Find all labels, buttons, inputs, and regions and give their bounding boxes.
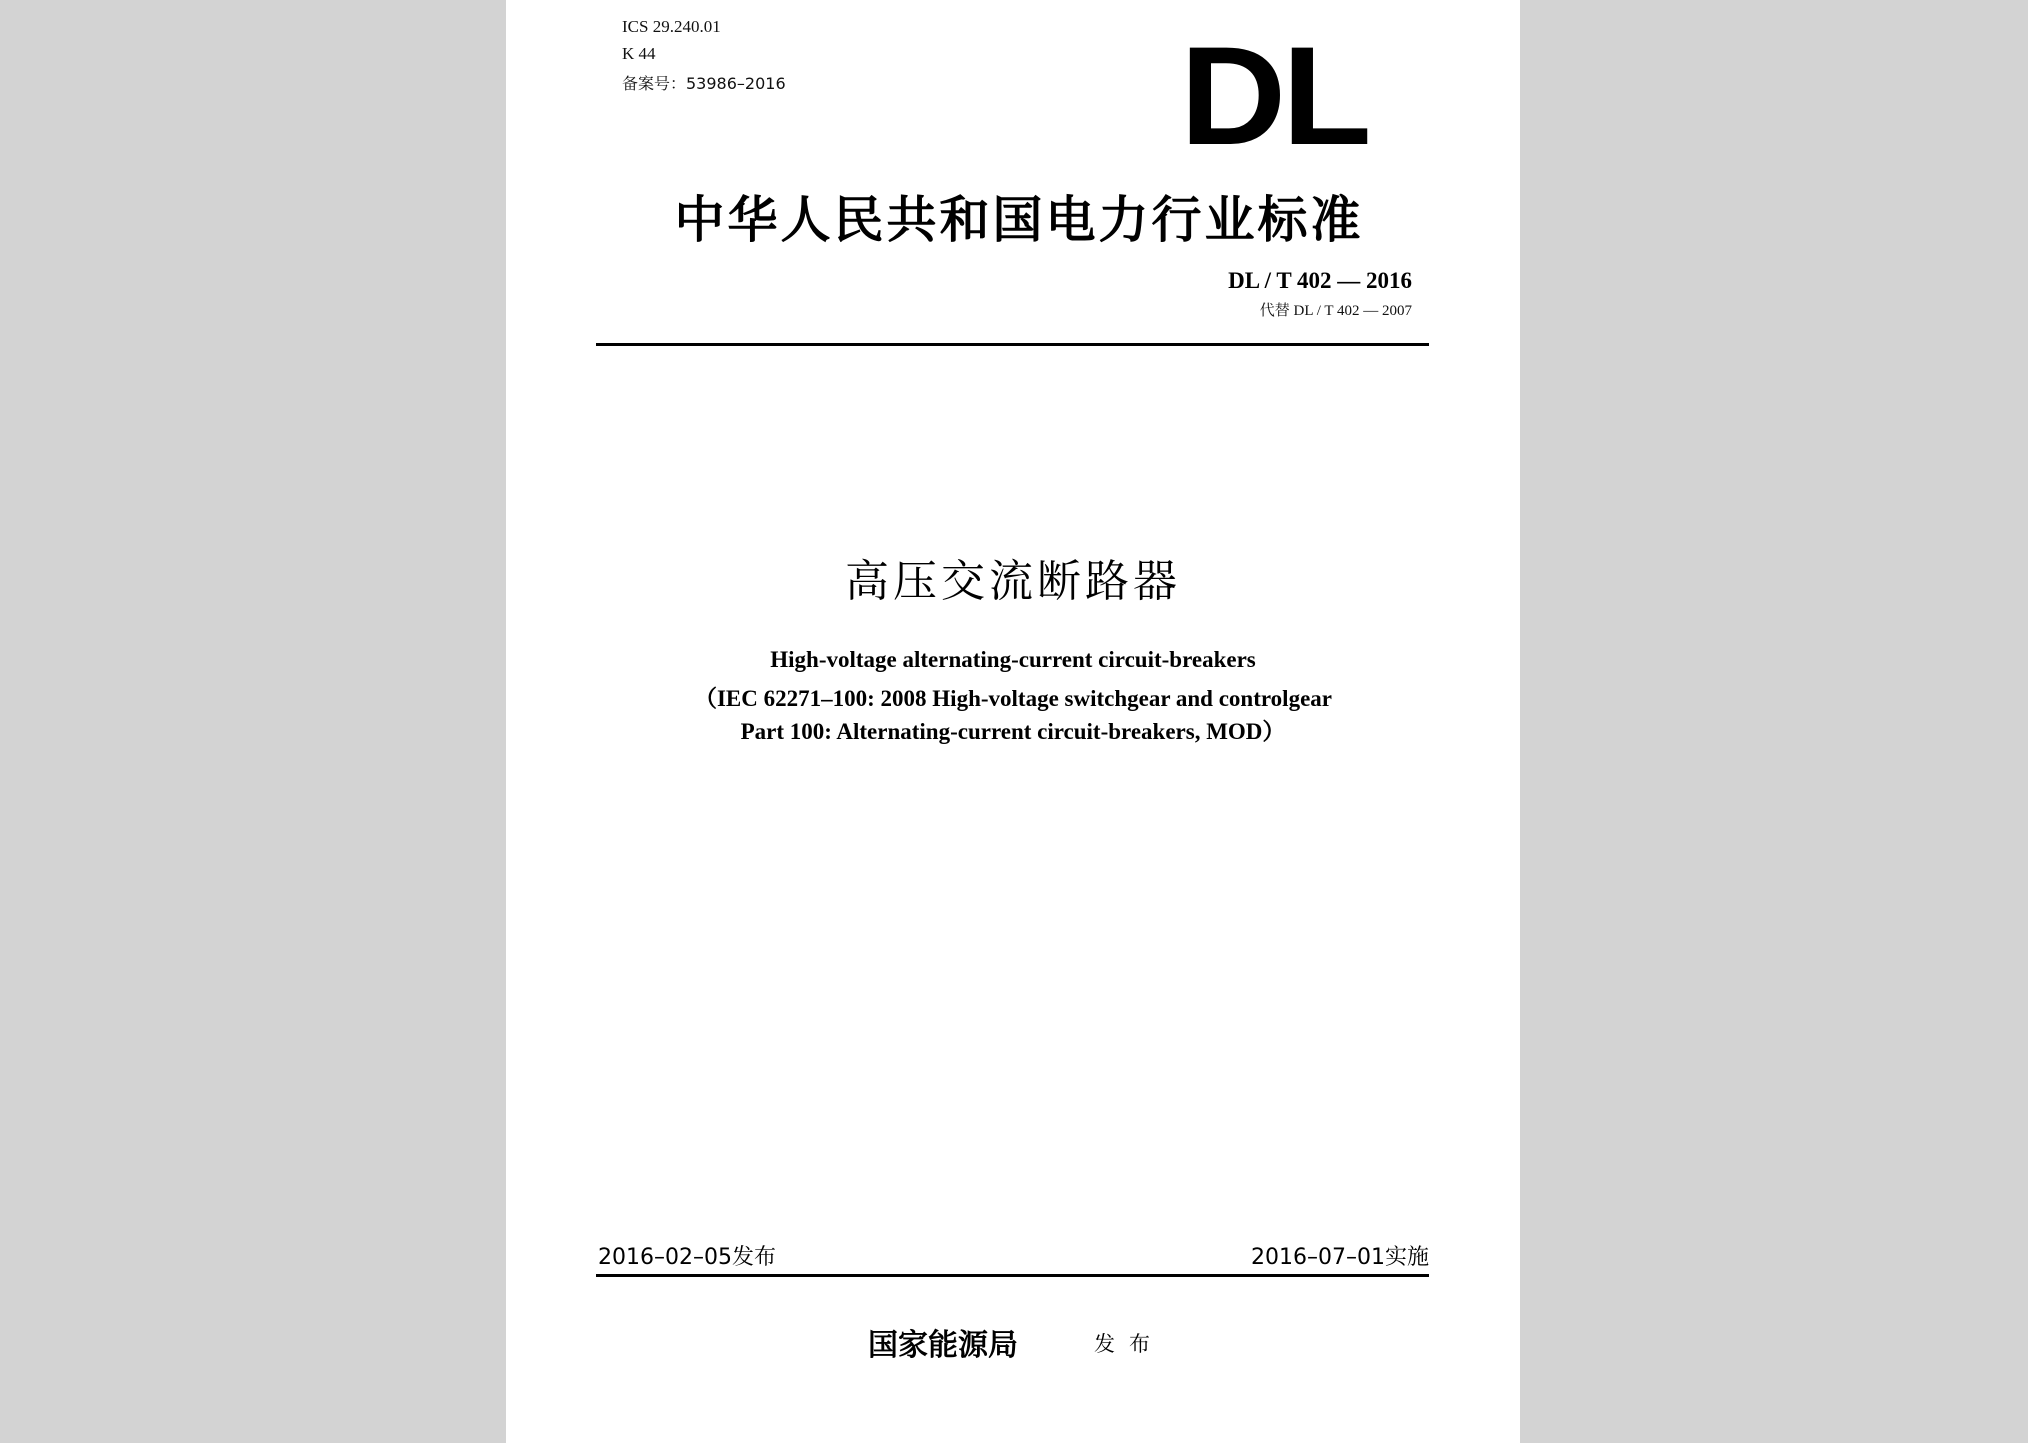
document-page bbox=[506, 0, 1520, 1443]
category-code: K 44 bbox=[622, 44, 656, 63]
issue-date: 2016–02–05发布 bbox=[598, 1245, 776, 1270]
organization-title: 中华人民共和国电力行业标准 bbox=[674, 191, 1364, 249]
publisher-name: 国家能源局 bbox=[868, 1328, 1018, 1363]
replaced-standard: 代替 DL / T 402 — 2007 bbox=[1259, 303, 1412, 319]
bottom-divider bbox=[596, 1274, 1429, 1277]
chinese-title: 高压交流断路器 bbox=[845, 556, 1181, 607]
record-number: 备案号：53986–2016 bbox=[622, 74, 786, 93]
publish-label: 发布 bbox=[1094, 1332, 1164, 1356]
ics-code: ICS 29.240.01 bbox=[622, 17, 721, 36]
effective-date: 2016–07–01实施 bbox=[1251, 1245, 1429, 1270]
english-title-line-1: High-voltage alternating-current circuit-breakers bbox=[770, 647, 1256, 672]
english-title-line-3: Part 100: Alternating-current circuit-breakers, MOD） bbox=[740, 719, 1286, 744]
top-divider bbox=[596, 343, 1429, 346]
standard-number: DL / T 402 — 2016 bbox=[1228, 268, 1412, 293]
english-title-line-2: （IEC 62271–100: 2008 High-voltage switchgear and controlgear bbox=[693, 686, 1332, 711]
dl-logo: DL bbox=[1180, 17, 1368, 174]
